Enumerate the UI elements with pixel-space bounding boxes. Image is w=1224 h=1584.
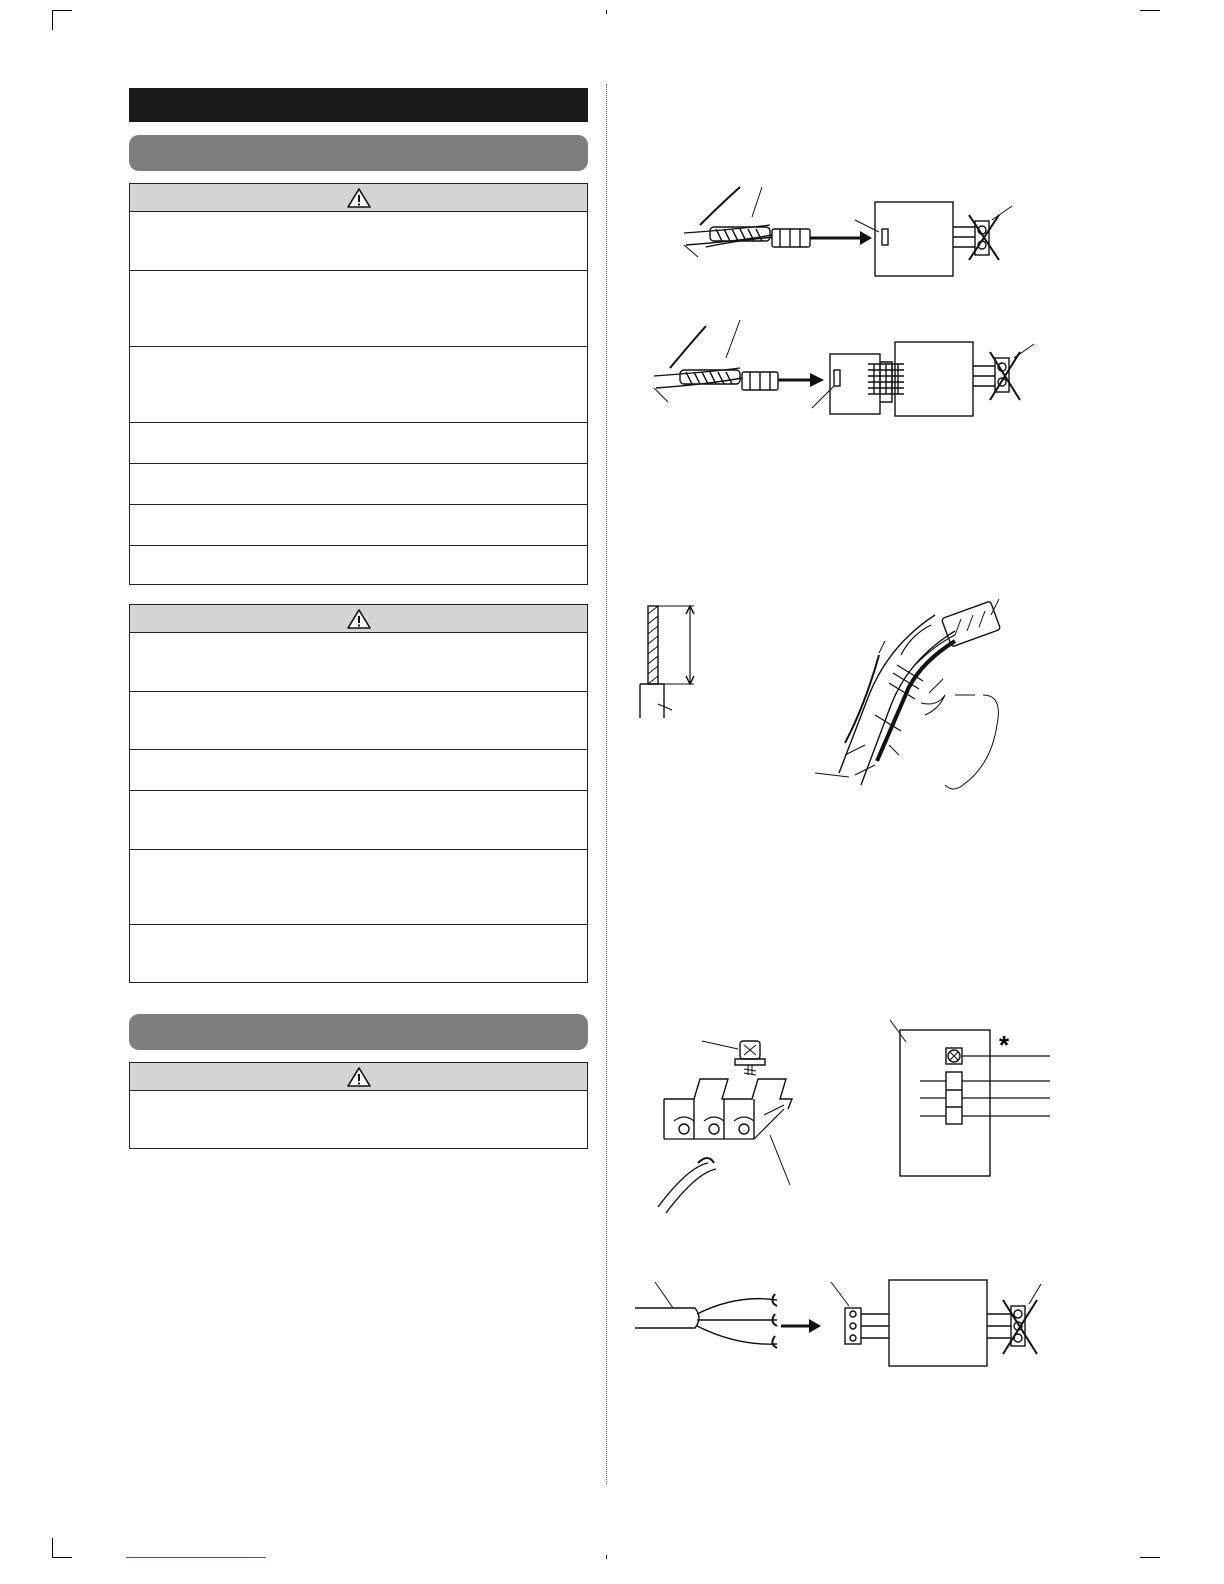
crop-mark-top-left-v — [52, 10, 53, 30]
caution-row — [130, 925, 587, 982]
section-heading-bar-2 — [129, 1014, 588, 1050]
cable-harness-figure — [805, 595, 1035, 800]
warning-box-header — [130, 184, 587, 212]
warning-row — [130, 271, 587, 347]
warning-row — [130, 546, 587, 583]
warning-box-header — [130, 1063, 587, 1091]
terminal-block-figure — [640, 1025, 810, 1220]
center-mark-bottom — [606, 1555, 607, 1559]
warning-triangle-icon — [346, 1066, 372, 1088]
crop-mark-bottom-left-v — [52, 1538, 53, 1558]
chapter-title-bar — [129, 88, 588, 122]
three-wire-to-terminal-figure — [635, 1280, 1045, 1380]
center-mark-top — [606, 10, 607, 14]
wiring-box-figure — [880, 1018, 1060, 1183]
connector-to-adapter-figure-2 — [650, 318, 1050, 428]
warning-box-2 — [129, 1062, 588, 1149]
warning-triangle-icon — [346, 608, 372, 630]
wire-strip-length-figure — [630, 600, 710, 720]
crop-mark-top-left-h — [52, 10, 72, 11]
asterisk-label: * — [999, 1030, 1010, 1060]
warning-row — [130, 423, 587, 464]
column-divider — [606, 84, 607, 1484]
caution-box-1 — [129, 604, 588, 983]
crop-mark-bottom-left-h — [52, 1557, 72, 1558]
caution-row — [130, 633, 587, 692]
caution-box-header — [130, 605, 587, 633]
warning-row — [130, 505, 587, 546]
caution-row — [130, 692, 587, 750]
section-heading-bar-1 — [129, 135, 588, 171]
footer-link-underline[interactable] — [126, 1557, 266, 1558]
warning-row — [130, 347, 587, 423]
crop-mark-top-right-h — [1140, 10, 1160, 11]
warning-row — [130, 212, 587, 271]
connector-to-unit-figure-1 — [680, 185, 1040, 285]
warning-triangle-icon — [346, 187, 372, 209]
caution-row — [130, 850, 587, 925]
caution-row — [130, 750, 587, 791]
crop-mark-bottom-right-h — [1140, 1557, 1160, 1558]
warning-row — [130, 1091, 587, 1149]
warning-box-1 — [129, 183, 588, 585]
warning-row — [130, 464, 587, 505]
caution-row — [130, 791, 587, 850]
